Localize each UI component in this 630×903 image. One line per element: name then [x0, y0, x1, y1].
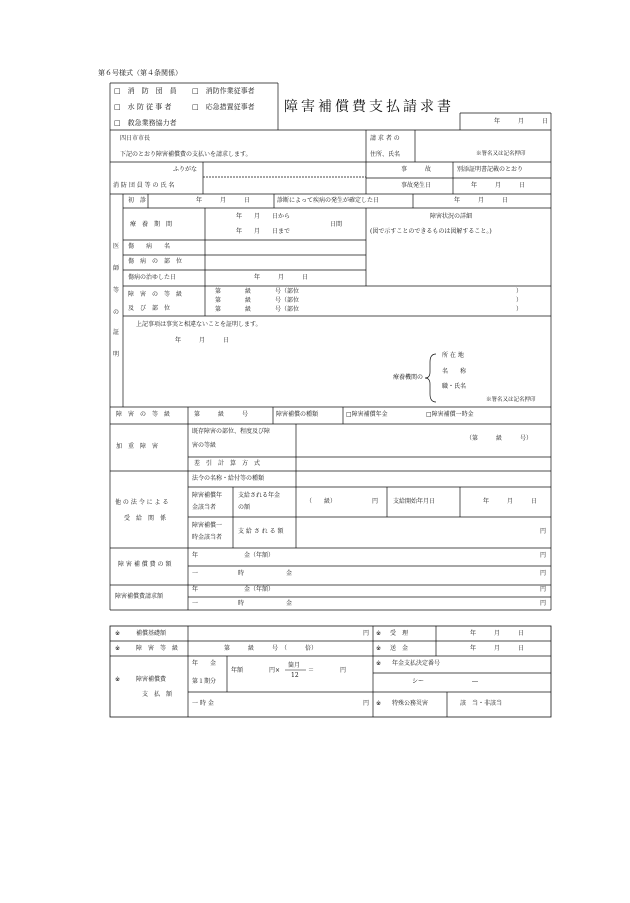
grade-part-label-2: 及 び 部 位 [128, 305, 171, 312]
checkbox-emergency-worker[interactable]: □ 応急措置従事者 [192, 103, 255, 111]
comp-lump-mid: 時 [238, 570, 245, 577]
lump-amount-yen: 円 [540, 528, 547, 535]
claimant-signature-note: ※署名又は記名押印 [476, 151, 526, 157]
treatment-to[interactable]: 年 月 日まで [236, 228, 291, 235]
accident-label: 事 故 [401, 166, 432, 173]
checkbox-lump-sum[interactable]: □障害補償一時金 [426, 411, 474, 418]
claimant-label: 請 求 者 の [370, 135, 400, 142]
remittance-label: 送 金 [390, 645, 409, 652]
office-mark-7: ※ [376, 700, 382, 707]
office-mark-1: ※ [115, 630, 121, 637]
special-duty-label: 特殊公務災害 [392, 700, 429, 707]
claim-annual-yen: 円 [540, 586, 547, 593]
facility-address: 所 在 地 [442, 352, 464, 359]
diagnosis-label: 診断によって疾病の発生が確定した日 [277, 197, 380, 204]
annuity-amount-label: 支給される年金 [238, 492, 281, 499]
disability-grade-value[interactable]: 第 級 号 [194, 411, 249, 418]
receipt-label: 受 理 [390, 630, 409, 637]
diagnosis-date[interactable]: 年 月 日 [454, 197, 509, 204]
cure-date[interactable]: 年 月 日 [254, 274, 309, 281]
grade-row-2[interactable]: 第 級 号（部位 [215, 297, 300, 304]
formula-equals: ＝ [308, 667, 315, 674]
other-laws-label: 他 の 法 令 に よ る [115, 499, 169, 506]
start-date[interactable]: 年 月 日 [483, 498, 538, 505]
checkbox-firefighting-worker[interactable]: □ 消防作業従事者 [192, 87, 255, 95]
checkbox-ambulance-cooperator[interactable]: □ 救急業務協力者 [114, 119, 177, 127]
claim-lump-yen: 円 [540, 600, 547, 607]
other-laws-label-2: 受 給 関 係 [124, 515, 167, 522]
formula-result-yen: 円 [340, 667, 347, 674]
comp-lump-suffix: 金 [286, 570, 293, 577]
certification-date[interactable]: 年 月 日 [175, 337, 230, 344]
claim-lump-mid: 時 [238, 600, 245, 607]
annual-amount-label: 年額 [231, 667, 244, 674]
disability-grade-label: 障 害 の 等 級 [116, 411, 171, 418]
office-mark-3: ※ [115, 645, 121, 652]
medical-vchar-2: 師 [113, 265, 120, 272]
comp-lump-prefix: 一 [192, 570, 199, 577]
claim-lump-prefix: 一 [192, 600, 199, 607]
office-mark-5: ※ [115, 676, 121, 683]
compensation-type-label: 障害補償の種類 [276, 411, 319, 418]
grade-close-3: ） [516, 306, 523, 313]
grade-part-label: 障 害 の 等 級 [128, 291, 183, 298]
lump-target-label-2: 時金該当者 [192, 534, 223, 541]
cure-date-label: 傷病の治ゆした日 [128, 274, 177, 281]
formula-months: 箇月 [288, 662, 301, 669]
disability-detail-note: (図で示すことのできるものは図解すること。) [370, 228, 492, 235]
annuity-target-label-2: 金該当者 [192, 504, 217, 511]
annuity-target-label: 障害補償年 [192, 492, 223, 499]
checkbox-fire-brigade[interactable]: □ 消 防 団 員 [114, 87, 177, 95]
request-text: 下記のとおり障害補償費の支払いを請求します。 [120, 151, 252, 158]
claim-amount-label: 障害補償費請求額 [115, 593, 164, 600]
formula-yen: 円× [269, 667, 281, 674]
grade-close-1: ） [516, 288, 523, 295]
facility-person: 職・氏名 [442, 383, 467, 390]
decision-number-label: 年金支払決定番号 [392, 660, 441, 667]
comp-annual-prefix: 年 [192, 552, 199, 559]
claim-annual-prefix: 年 [192, 586, 199, 593]
facility-label: 療養機関の [393, 374, 424, 381]
form-title: 障害補償費支払請求書 [284, 99, 454, 115]
existing-disability-label-2: 害の等級 [192, 442, 217, 449]
law-name-label: 法令の名称・給付等の種類 [192, 475, 265, 482]
first-visit-date[interactable]: 年 月 日 [196, 197, 251, 204]
office-lump-yen: 円 [363, 700, 370, 707]
receipt-date[interactable]: 年 月 日 [470, 630, 525, 637]
grade-close-2: ） [516, 297, 523, 304]
deduction-method-label: 差 引 計 算 方 式 [194, 460, 261, 467]
office-mark-4: ※ [376, 645, 382, 652]
checkbox-annuity[interactable]: □障害補償年金 [346, 411, 388, 418]
aggravation-label: 加 重 障 害 [116, 443, 159, 450]
first-visit-label: 初 診 [128, 197, 147, 204]
accident-date[interactable]: 年 月 日 [471, 182, 526, 189]
facility-name: 名 称 [442, 368, 467, 375]
office-lump-label: 一 時 金 [192, 700, 214, 707]
accident-value: 別添証明書記載のとおり [457, 166, 524, 173]
claim-lump-suffix: 金 [286, 600, 293, 607]
medical-vchar-6: 明 [113, 351, 120, 358]
furigana-label: ふりがな [173, 166, 198, 173]
office-grade-value[interactable]: 第 級 号 （ 倍） [224, 645, 318, 652]
annuity-yen: 円 [372, 498, 379, 505]
compensation-amount-label: 障 害 補 償 費 の 額 [118, 561, 172, 568]
office-mark-6: ※ [376, 660, 382, 667]
annuity-first-label-2: 第１期分 [192, 678, 217, 685]
lump-amount-label: 支 給 さ れ る 額 [238, 528, 284, 535]
annuity-first-label: 年 金 [192, 660, 217, 667]
base-amount-label: 補償基礎額 [136, 630, 167, 637]
decision-number-prefix[interactable]: シー [412, 678, 425, 685]
base-amount-yen: 円 [363, 630, 370, 637]
medical-vchar-4: の [113, 309, 120, 316]
existing-grade[interactable]: （第 級 号） [466, 435, 533, 442]
annuity-grade[interactable]: （ 級） [306, 498, 337, 505]
decision-number-dash: ― [472, 678, 478, 685]
request-date[interactable]: 年 月 日 [494, 118, 549, 125]
comp-lump-yen: 円 [540, 570, 547, 577]
existing-disability-label: 既存障害の部位、程度及び障 [192, 428, 271, 435]
annuity-amount-label-2: の額 [238, 504, 251, 511]
start-date-label: 支給開始年月日 [393, 498, 436, 505]
accident-date-label: 事故発生日 [401, 182, 432, 189]
treatment-days: 日間 [330, 221, 343, 228]
grade-row-3[interactable]: 第 級 号（部位 [215, 306, 300, 313]
medical-vchar-3: 等 [113, 287, 120, 294]
checkbox-flood-worker[interactable]: □ 水 防 従 事 者 [114, 103, 172, 111]
remittance-date[interactable]: 年 月 日 [470, 645, 525, 652]
treatment-period-label: 療 養 期 間 [130, 221, 173, 228]
member-name-label: 消 防 団 員 等 の 氏 名 [113, 182, 175, 189]
medical-vchar-5: 証 [113, 329, 120, 336]
injury-part-label: 傷 病 の 部 位 [128, 258, 183, 265]
comp-annual-label: 金（年額） [244, 552, 275, 559]
office-mark-2: ※ [376, 630, 382, 637]
form-number: 第６号様式（第４条関係） [98, 69, 182, 77]
disability-detail-label: 障害状況の詳細 [430, 213, 473, 220]
certification-text: 上記事項は事実と相違ないことを証明します。 [136, 321, 262, 328]
payment-label: 障害補償費 [136, 676, 167, 683]
claimant-label-2: 住所、氏名 [370, 151, 401, 158]
formula-twelve: 12 [291, 672, 299, 679]
injury-name-label: 傷 病 名 [128, 243, 171, 250]
claim-annual-label: 金（年額） [244, 586, 275, 593]
grade-row-1[interactable]: 第 級 号（部位 [215, 288, 300, 295]
special-duty-applicable[interactable]: 該 当・非該当 [460, 700, 503, 707]
lump-target-label: 障害補償一 [192, 522, 223, 529]
treatment-from[interactable]: 年 月 日から [236, 213, 291, 220]
comp-annual-yen: 円 [540, 552, 547, 559]
recipient: 四日市市長 [120, 135, 151, 142]
medical-vchar-1: 医 [113, 243, 120, 250]
facility-signature-note: ※署名又は記名押印 [486, 397, 536, 403]
office-grade-label: 障 害 等 級 [136, 645, 179, 652]
payment-label-2: 支 払 額 [142, 691, 173, 698]
